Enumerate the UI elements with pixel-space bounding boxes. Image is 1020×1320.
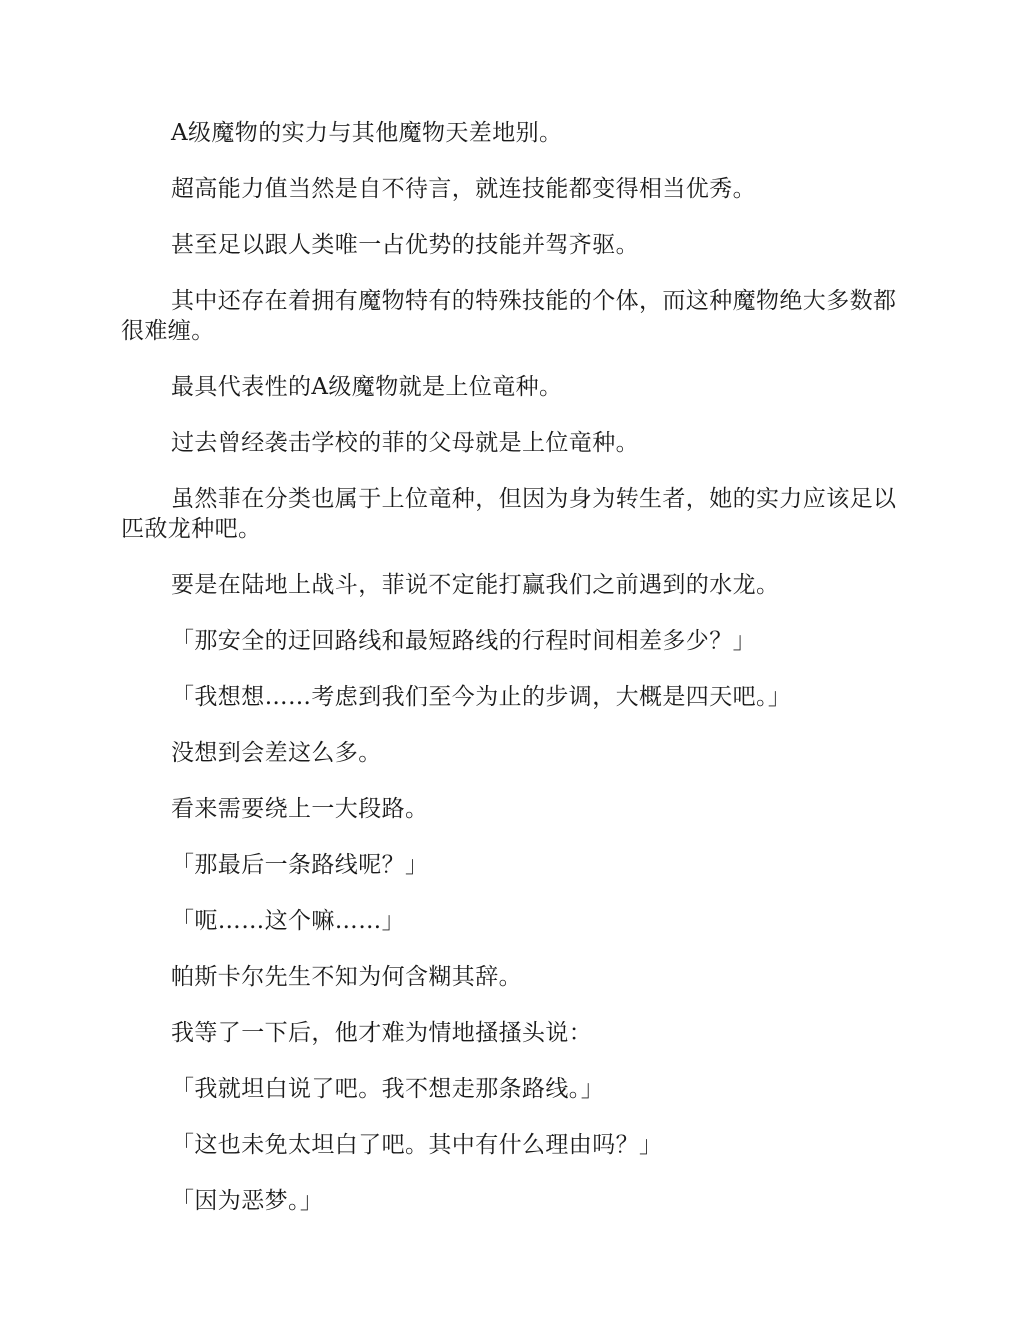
paragraph: 虽然菲在分类也属于上位竜种，但因为身为转生者，她的实力应该足以匹敌龙种吧。 [121,486,897,542]
paragraph: 最具代表性的A级魔物就是上位竜种。 [171,374,563,400]
dialogue-line: 「我就坦白说了吧。我不想走那条路线。」 [171,1076,605,1102]
paragraph: 帕斯卡尔先生不知为何含糊其辞。 [171,964,522,990]
paragraph: A级魔物的实力与其他魔物天差地别。 [171,120,563,146]
paragraph: 要是在陆地上战斗，菲说不定能打赢我们之前遇到的水龙。 [171,572,780,598]
dialogue-line: 「我想想……考虑到我们至今为止的步调，大概是四天吧。」 [171,684,792,710]
dialogue-line: 「呃……这个嘛……」 [171,908,405,934]
dialogue-line: 「因为恶梦。」 [171,1188,324,1214]
paragraph: 超高能力值当然是自不待言，就连技能都变得相当优秀。 [171,176,756,202]
paragraph: 看来需要绕上一大段路。 [171,796,429,822]
paragraph: 甚至足以跟人类唯一占优势的技能并驾齐驱。 [171,232,639,258]
paragraph: 没想到会差这么多。 [171,740,382,766]
paragraph: 其中还存在着拥有魔物特有的特殊技能的个体，而这种魔物绝大多数都很难缠。 [121,288,897,344]
dialogue-line: 「这也未免太坦白了吧。其中有什么理由吗？」 [171,1132,663,1158]
dialogue-line: 「那安全的迂回路线和最短路线的行程时间相差多少？」 [171,628,756,654]
text-body [121,118,897,1242]
paragraph: 过去曾经袭击学校的菲的父母就是上位竜种。 [171,430,639,456]
dialogue-line: 「那最后一条路线呢？」 [171,852,429,878]
paragraph: 我等了一下后，他才难为情地搔搔头说： [171,1020,593,1046]
